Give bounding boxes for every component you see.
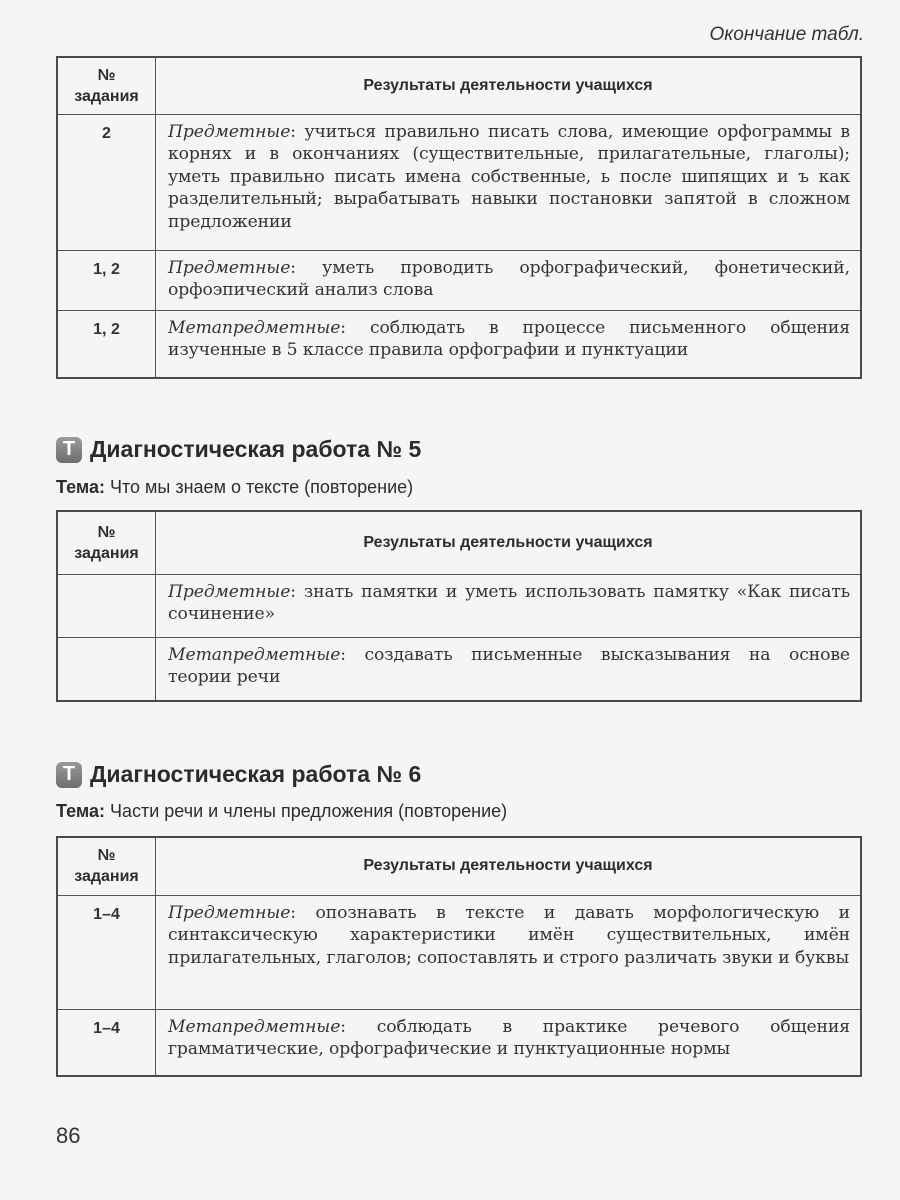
result-description [156, 1009, 862, 1076]
result-text: : опознавать в тексте и давать морфологическую и синтаксическую характеристики имён существительных, имён прилагательных, глаголов; сопоставлять и строго различать звуки и буквы [168, 902, 850, 968]
result-type-label: Метапредметные [168, 317, 341, 338]
test-icon: T [56, 762, 82, 788]
table-row [57, 114, 861, 250]
result-type-label: Предметные [168, 581, 291, 602]
task-number: 2 [57, 114, 156, 250]
result-description [156, 637, 862, 701]
task-number-header [57, 837, 156, 895]
result-description [156, 250, 862, 310]
result-description [156, 114, 862, 250]
task-number [57, 637, 156, 701]
results-table-work-5 [56, 510, 862, 702]
results-header: Результаты деятельности учащихся [156, 57, 862, 114]
table-row [57, 310, 861, 378]
table-row [57, 1009, 861, 1076]
result-description [156, 895, 862, 1009]
task-label: задания [74, 868, 139, 886]
result-text: : уметь проводить орфографический, фонетический, орфоэпический анализ слова [168, 257, 850, 300]
task-number-header [57, 57, 156, 114]
test-icon: T [56, 437, 82, 463]
result-text: : создавать письменные высказывания на основе теории речи [168, 644, 850, 687]
number-sign: № [97, 66, 116, 84]
task-number: 1, 2 [57, 310, 156, 378]
result-text: : учиться правильно писать слова, имеющие орфограммы в корнях и в окончаниях (существительные, прилагательные, глаголы); уметь правильно писать имена собственные, ь после шипящих и ъ как разделительный; вырабатывать навыки постановки запятой в сложном предложении [168, 121, 850, 232]
result-type-label: Метапредметные [168, 644, 341, 665]
task-label: задания [74, 87, 139, 105]
task-number [57, 574, 156, 637]
topic-label: Тема: [56, 801, 105, 821]
table-row [57, 574, 861, 637]
number-sign: № [97, 523, 116, 541]
results-header: Результаты деятельности учащихся [156, 837, 862, 895]
topic-text: Что мы знаем о тексте (повторение) [109, 477, 414, 497]
topic-work-5 [56, 477, 413, 498]
task-number: 1–4 [57, 895, 156, 1009]
task-number: 1, 2 [57, 250, 156, 310]
result-type-label: Предметные [168, 902, 291, 923]
topic-text: Части речи и члены предложения (повторение) [109, 801, 508, 821]
result-type-label: Предметные [168, 121, 291, 142]
section-title-work-6 [56, 761, 421, 788]
task-number-header [57, 511, 156, 574]
result-description [156, 310, 862, 378]
results-header: Результаты деятельности учащихся [156, 511, 862, 574]
result-type-label: Метапредметные [168, 1016, 341, 1037]
number-sign: № [97, 847, 116, 865]
table-header-row [57, 837, 861, 895]
section-title-text: Диагностическая работа № 6 [90, 761, 422, 787]
table-header-row [57, 511, 861, 574]
task-label: задания [74, 544, 139, 562]
results-table-continued [56, 56, 862, 379]
table-header-row [57, 57, 861, 114]
table-continuation-label: Окончание табл. [709, 24, 864, 45]
result-text: : соблюдать в практике речевого общения грамматические, орфографические и пунктуационные нормы [168, 1016, 850, 1059]
topic-work-6 [56, 801, 507, 822]
page-number: 86 [56, 1123, 81, 1148]
section-title-work-5 [56, 436, 421, 463]
task-number: 1–4 [57, 1009, 156, 1076]
result-type-label: Предметные [168, 257, 291, 278]
table-row [57, 895, 861, 1009]
section-title-text: Диагностическая работа № 5 [90, 436, 422, 462]
result-text: : знать памятки и уметь использовать памятку «Как писать сочинение» [168, 581, 850, 624]
topic-label: Тема: [56, 477, 105, 497]
results-table-work-6 [56, 836, 862, 1077]
table-row [57, 637, 861, 701]
result-description [156, 574, 862, 637]
table-row [57, 250, 861, 310]
result-text: : соблюдать в процессе письменного общения изученные в 5 классе правила орфографии и пунктуации [168, 317, 850, 360]
